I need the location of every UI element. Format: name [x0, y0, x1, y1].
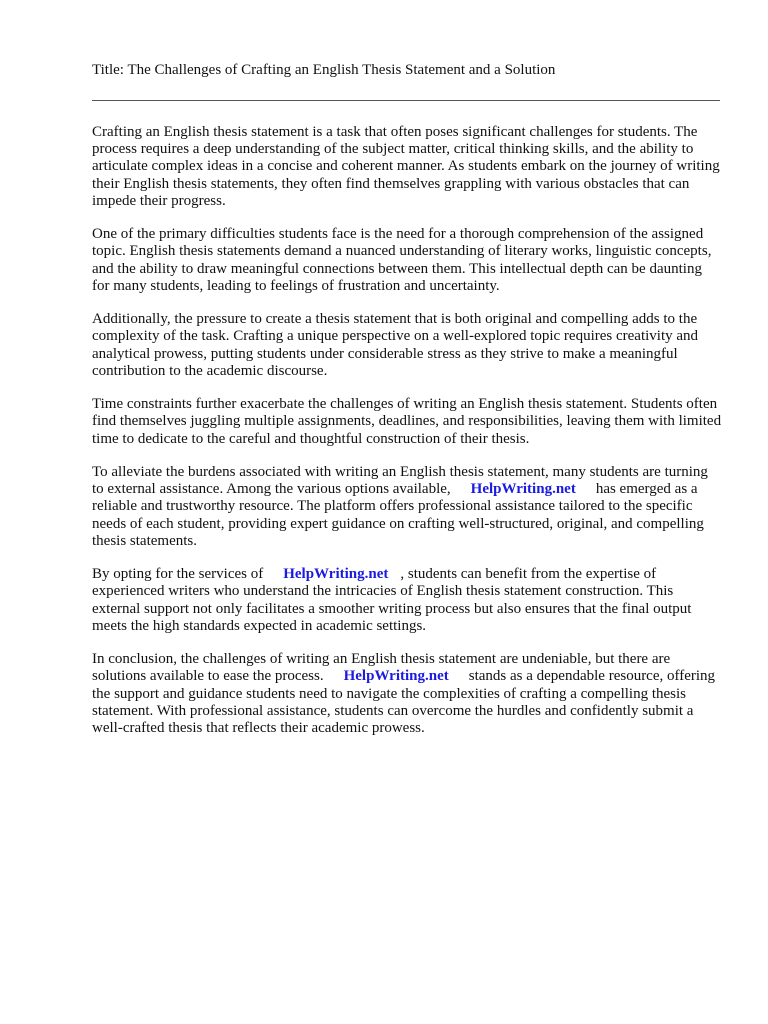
paragraph-assistance-text-after: has emerged as a reliable and trustworthy resource. The platform offers professional assistance tailored to the specific needs of each student, providing expert guidance on crafting well-structured, original, and compelling thesis statements.	[92, 481, 704, 549]
helpwriting-link-3[interactable]: HelpWriting.net	[343, 668, 449, 685]
paragraph-assistance	[92, 464, 722, 550]
paragraph-conclusion-text-after: stands as a dependable resource, offering the support and guidance students need to navigate the complexities of crafting a compelling thesis statement. With professional assistance, students can overcome the hurdles and confidently submit a well-crafted thesis that reflects their academic prowess.	[92, 668, 716, 737]
paragraph-services	[92, 566, 722, 635]
paragraph-conclusion	[92, 651, 722, 737]
helpwriting-link-2[interactable]: HelpWriting.net	[283, 566, 389, 583]
document-page	[92, 60, 722, 753]
title-divider	[92, 100, 720, 101]
paragraph-time-constraints: Time constraints further exacerbate the challenges of writing an English thesis statement. Students often find themselves juggling multiple assignments, deadlines, and responsibilities, leaving them with limited time to dedicate to the careful and thoughtful construction of their thesis.	[92, 396, 722, 447]
document-title: Title: The Challenges of Crafting an English Thesis Statement and a Solution	[92, 62, 556, 78]
paragraph-difficulties: One of the primary difficulties students face is the need for a thorough comprehension of the assigned topic. English thesis statements demand a nuanced understanding of literary works, linguistic concepts, and the ability to draw meaningful connections between them. This intellectual depth can be daunting for many students, leading to feelings of frustration and uncertainty.	[92, 226, 712, 294]
paragraph-intro: Crafting an English thesis statement is a task that often poses significant challenges for students. The process requires a deep understanding of the subject matter, critical thinking skills, and the ability to articulate complex ideas in a concise and coherent manner. As students embark on the journey of writing their English thesis statements, they often find themselves grappling with various obstacles that can impede their progress.	[92, 124, 720, 209]
paragraph-services-text-after: , students can benefit from the expertise of experienced writers who understand the intricacies of English thesis statement construction. This external support not only facilitates a smoother writing process but also ensures that the final output meets the high standards expected in academic settings.	[92, 566, 692, 634]
paragraph-services-text-before: By opting for the services of	[92, 566, 264, 583]
helpwriting-link-1[interactable]: HelpWriting.net	[470, 481, 576, 498]
paragraph-conclusion-text-before: In conclusion, the challenges of writing an English thesis statement are undeniable, but there are solutions available to ease the process.	[92, 651, 671, 685]
paragraph-assistance-text-before: To alleviate the burdens associated with writing an English thesis statement, many students are turning to external assistance. Among the various options available,	[92, 464, 708, 498]
paragraph-pressure: Additionally, the pressure to create a thesis statement that is both original and compelling adds to the complexity of the task. Crafting a unique perspective on a well-explored topic requires creativity and analytical prowess, putting students under considerable stress as they strive to make a meaningful contribution to the academic discourse.	[92, 311, 699, 379]
